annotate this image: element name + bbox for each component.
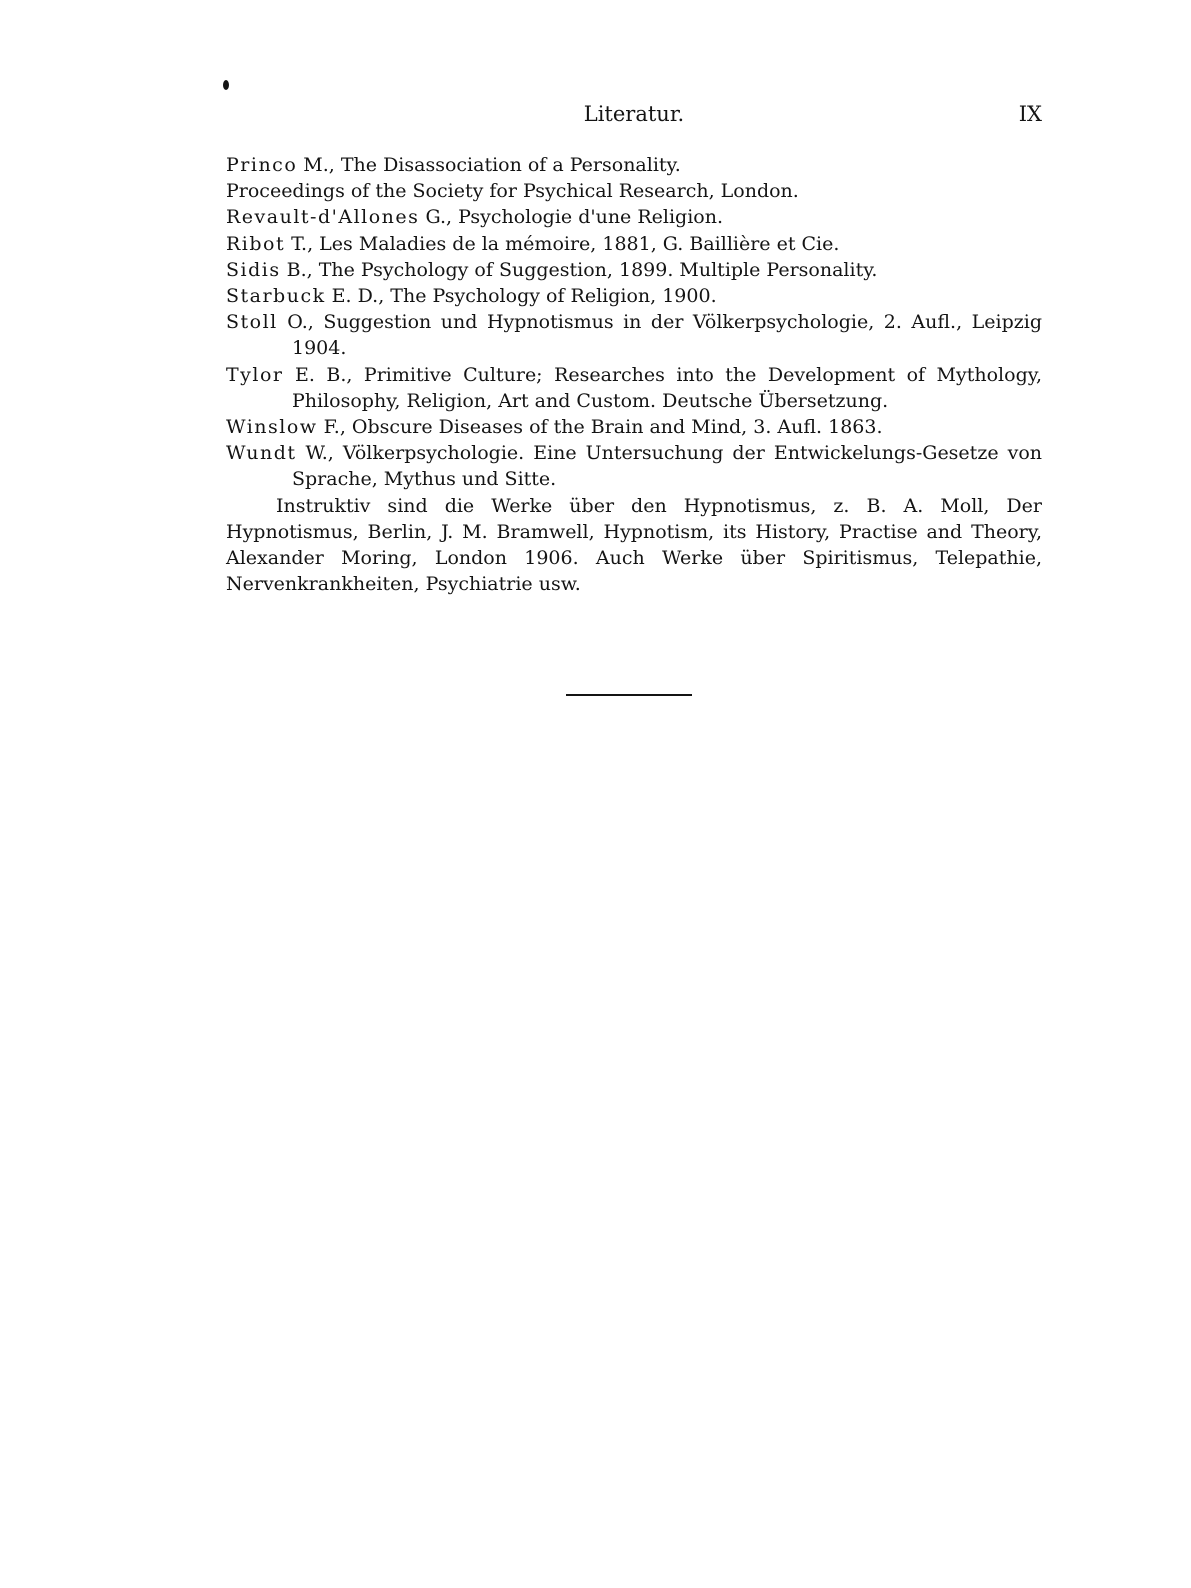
entry-text: O., Suggestion und Hypnotismus in der Völkerpsychologie, 2. Aufl., Leipzig 1904. <box>277 311 1042 360</box>
bibliography-entry <box>226 178 1042 204</box>
entry-text: E. B., Primitive Culture; Researches into the Development of Mythology, Philosophy, Religion, Art and Custom. Deutsche Übersetzung. <box>283 363 1042 412</box>
entry-text: E. D., The Psychology of Religion, 1900. <box>325 285 717 308</box>
closing-rule <box>566 694 692 696</box>
bibliography-entry <box>226 309 1042 361</box>
page-number: IX <box>1018 102 1042 126</box>
entry-author: Tylor <box>226 363 284 386</box>
bibliography-entry <box>226 204 1042 230</box>
bibliography-entry <box>226 231 1042 257</box>
entry-author: Ribot <box>226 232 286 255</box>
entry-text: M., The Disassociation of a Personality. <box>297 154 681 176</box>
bibliography-entry <box>226 152 1042 178</box>
entry-author: Stoll <box>226 311 278 334</box>
entry-author: Starbuck <box>226 285 326 308</box>
entry-author: Revault-d'Allones <box>226 206 420 229</box>
entry-author: Sidis <box>226 258 281 281</box>
entry-author: Princo <box>226 154 298 176</box>
bibliography-entry <box>226 414 1042 440</box>
entry-author: Wundt <box>226 442 297 465</box>
bibliography <box>226 152 1042 597</box>
entry-text: G., Psychologie d'une Religion. <box>419 206 723 229</box>
closing-paragraph: Instruktiv sind die Werke über den Hypnotismus, z. B. A. Moll, Der Hypnotismus, Berlin, J. M. Bramwell, Hypnotism, its History, Practise and Theory, Alexander Moring, London 1906. Auch Werke über Spiritismus, Telepathie, Nervenkrankheiten, Psychiatrie usw. <box>226 494 1042 596</box>
running-head <box>226 98 1042 132</box>
entry-text: B., The Psychology of Suggestion, 1899. Multiple Personality. <box>280 258 878 281</box>
ink-speck <box>223 80 229 90</box>
bibliography-entry <box>226 283 1042 309</box>
entry-author: Winslow <box>226 416 318 439</box>
entry-text: T., Les Maladies de la mémoire, 1881, G. Baillière et Cie. <box>285 232 840 255</box>
entry-text: W., Völkerpsychologie. Eine Untersuchung der Entwickelungs-Gesetze von Sprache, Mythus und Sitte. <box>292 442 1042 491</box>
entry-text: of the Society for Psychical Research, London. <box>344 180 799 203</box>
bibliography-entry <box>226 440 1042 492</box>
entry-text: F., Obscure Diseases of the Brain and Mind, 3. Aufl. 1863. <box>317 416 883 439</box>
page-title: Literatur. <box>583 102 685 126</box>
bibliography-entry <box>226 257 1042 283</box>
bibliography-entry <box>226 362 1042 414</box>
entry-author: Proceedings <box>226 180 345 203</box>
